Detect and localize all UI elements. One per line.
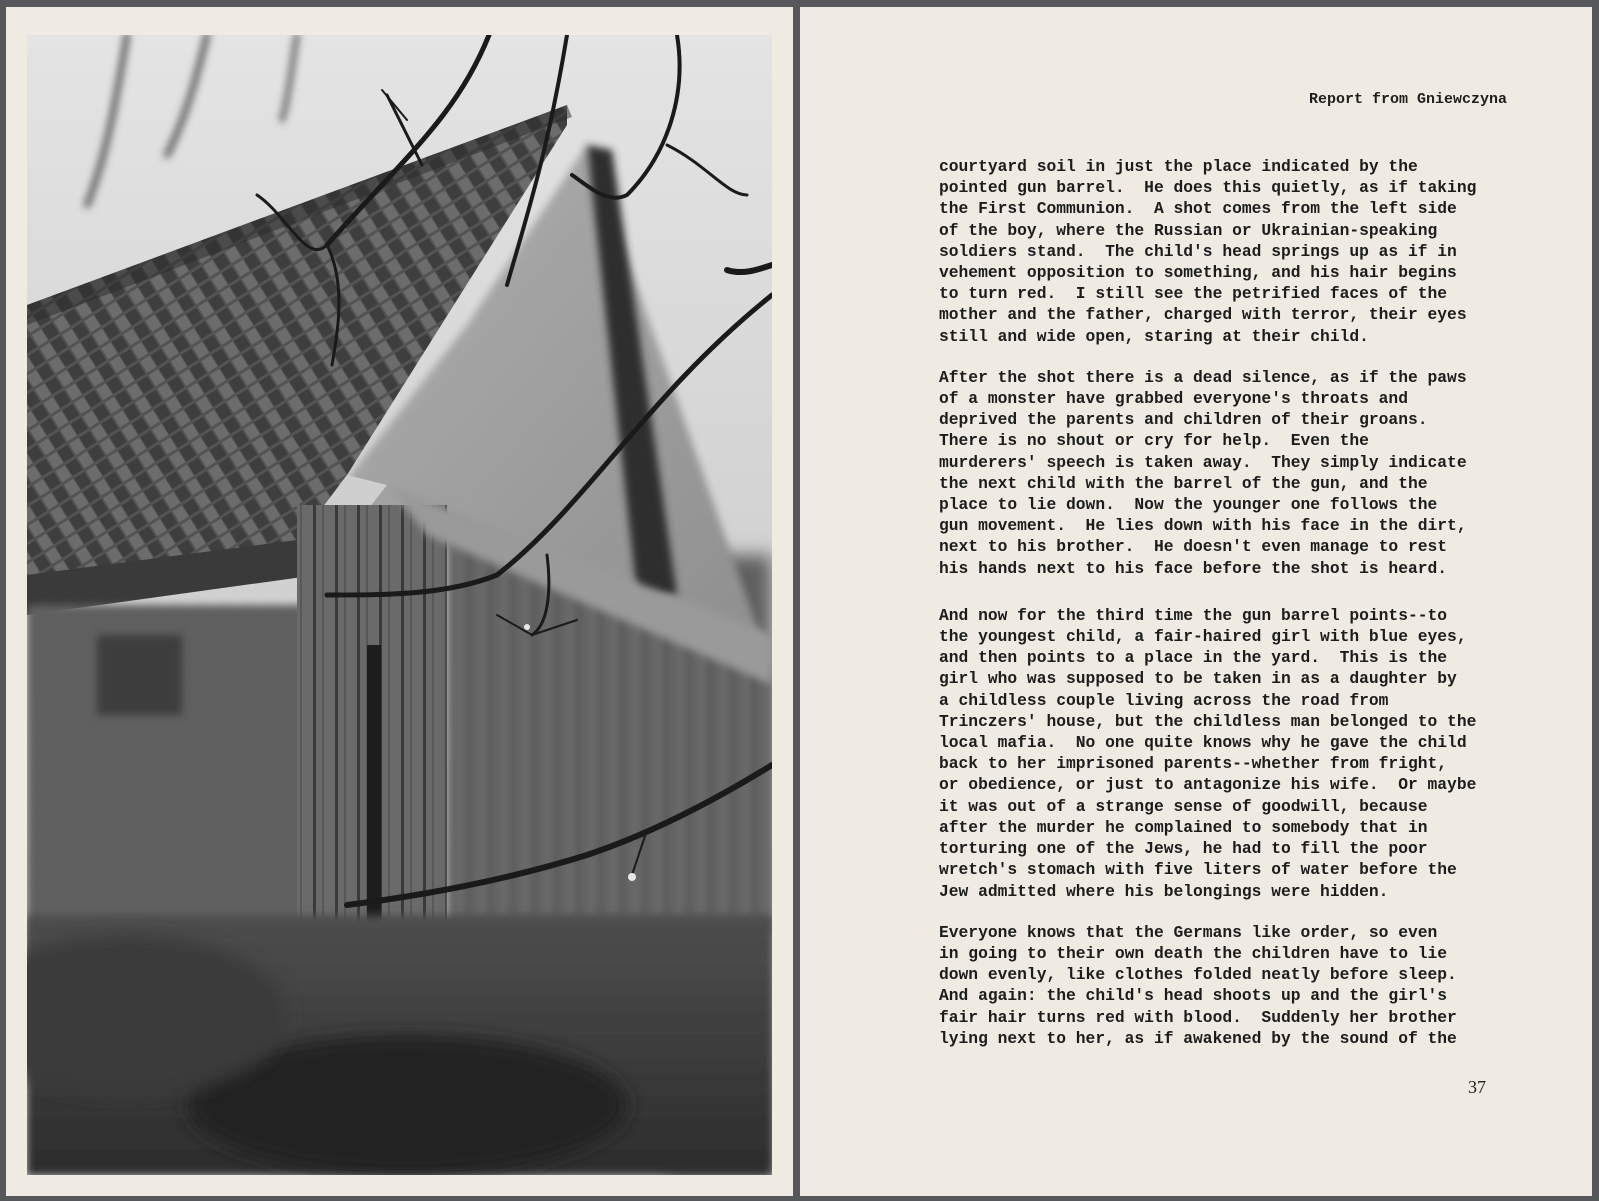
photo-icon bbox=[27, 35, 772, 1175]
left-page bbox=[6, 7, 793, 1196]
paragraph: After the shot there is a dead silence, as if the paws of a monster have grabbed everyone's throats and deprived the parents and children of their groans. There is no shout or cry for help. Even the murderers' speech is taken away. They simply indicate the next child with the barrel of the gun, and the place to lie down. Now the younger one follows the gun movement. He lies down with his face in the dirt, next to his brother. He doesn't even manage to rest his hands next to his face before the shot is heard. bbox=[939, 367, 1467, 578]
running-head: Report from Gniewczyna bbox=[1308, 91, 1507, 108]
body-text bbox=[939, 156, 1529, 1069]
right-page bbox=[800, 7, 1592, 1196]
paragraph: courtyard soil in just the place indicated by the pointed gun barrel. He does this quietly, as if taking the First Communion. A shot comes from the left side of the boy, where the Russian or Ukrainian-speaking soldiers stand. The child's head springs up as if in vehement opposition to something, and his hair begins to turn red. I still see the petrified faces of the mother and the father, charged with terror, their eyes still and wide open, staring at their child. bbox=[939, 157, 1477, 346]
paragraph: And now for the third time the gun barrel points--to the youngest child, a fair-haired girl with blue eyes, and then points to a place in the yard. This is the girl who was supposed to be taken in as a daughter by a childless couple living across the road from Trinczers' house, but the childless man belonged to the local mafia. No one quite knows why he gave the child back to her imprisoned parents--whether from fright, or obedience, or just to antagonize his wife. Or maybe it was out of a strange sense of goodwill, because after the murder he complained to somebody that in torturing one of the Jews, he had to fill the poor wretch's stomach with five liters of water before the Jew admitted where his belongings were hidden. bbox=[939, 605, 1477, 901]
photograph bbox=[27, 35, 772, 1175]
paragraph: Everyone knows that the Germans like order, so even in going to their own death the children have to lie down evenly, like clothes folded neatly before sleep. And again: the child's head shoots up and the girl's fair hair turns red with blood. Suddenly her brother lying next to her, as if awakened by the sound of the bbox=[939, 922, 1457, 1048]
page-number: 37 bbox=[1468, 1077, 1486, 1097]
